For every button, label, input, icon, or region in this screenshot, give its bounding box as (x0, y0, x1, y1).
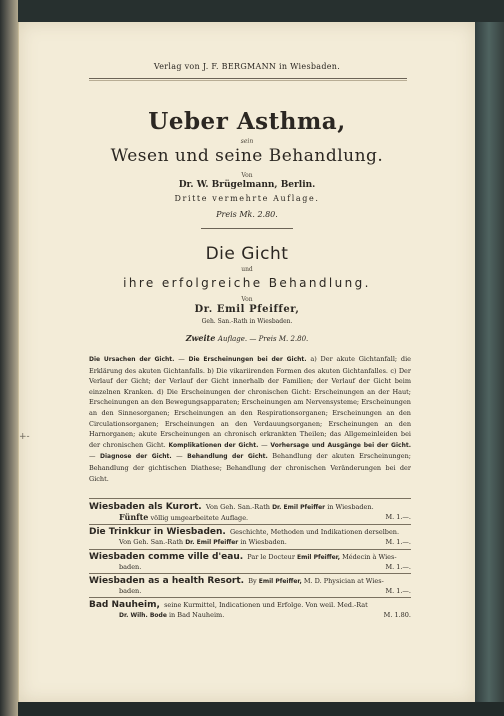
book2-edition-number: Zweite (185, 333, 216, 343)
book-binding (474, 22, 504, 702)
listing-title: Wiesbaden comme ville d'eau. (89, 552, 244, 562)
listing-bad-nauheim (89, 601, 411, 620)
listing-author: Dr. Emil Pfeiffer (185, 538, 239, 546)
listing-text: Geschichte, Methoden und Indikationen derselben. (229, 528, 400, 536)
listing-title: Wiesbaden als Kurort. (89, 502, 202, 512)
contents-heading: Die Erscheinungen bei der Gicht. (188, 356, 307, 363)
listing-price: M. 1.—. (385, 562, 411, 571)
contents-text: — (171, 452, 188, 461)
listing-wiesbaden-kurort (89, 503, 411, 523)
book1-price: Preis Mk. 2.80. (216, 210, 278, 219)
listing-price: M. 1.80. (383, 610, 411, 619)
listing-text-tail: in Wiesbaden. (240, 537, 287, 546)
book2-subtitle: ihre erfolgreiche Behandlung. (123, 276, 371, 290)
publisher-line: Verlag von J. F. BERGMANN in Wiesbaden. (153, 62, 341, 71)
listing-price: M. 1.—. (385, 512, 411, 521)
listing-text-2: baden. (119, 586, 142, 595)
listing-title: Die Trinkkur in Wiesbaden. (89, 527, 226, 537)
listing-separator (89, 524, 411, 525)
listing-separator (89, 573, 411, 574)
contents-heading: Behandlung der Gicht. (187, 453, 268, 461)
scan-top-band (18, 0, 504, 22)
listing-author: Emil Pfeiffer, (258, 578, 302, 585)
listing-text-2: völlig umgearbeitete Auflage. (150, 513, 249, 522)
book-page (18, 22, 475, 702)
listing-title: Wiesbaden as a health Resort. (89, 576, 245, 586)
section-divider (201, 228, 293, 229)
listing-text-tail: M. D. Physician at Wies- (303, 577, 384, 585)
book1-von: Von (241, 172, 253, 179)
listings-rule (89, 498, 411, 499)
listing-text: Par le Docteur (247, 553, 295, 561)
listing-text: By (248, 577, 257, 585)
book2-und: und (241, 266, 253, 273)
listing-edition: Fünfte (119, 511, 149, 522)
listing-price: M. 1.—. (385, 537, 411, 546)
book1-title: Ueber Asthma, (148, 108, 346, 135)
listing-price: M. 1.—. (385, 586, 411, 595)
book2-author: Dr. Emil Pfeiffer, (194, 304, 300, 315)
listing-separator (89, 549, 411, 550)
book1-sein: sein (240, 138, 254, 145)
contents-heading: Die Ursachen der Gicht. (89, 356, 175, 363)
listing-text-tail: in Bad Nauheim. (168, 610, 225, 619)
contents-heading: Diagnose der Gicht. (99, 453, 172, 461)
contents-heading: Komplikationen der Gicht. (168, 441, 259, 449)
book2-edition (19, 333, 475, 343)
header-rule (89, 78, 407, 79)
contents-text: — (258, 440, 271, 449)
listing-text-tail: Médecin à Wies- (342, 553, 397, 561)
book1-author: Dr. W. Brügelmann, Berlin. (178, 180, 316, 190)
scan-bottom-band (18, 702, 504, 716)
contents-text: — (89, 452, 100, 461)
listing-text-2: baden. (119, 562, 142, 571)
listing-text-2: Von Geh. San.-Rath (119, 537, 184, 546)
listing-ville-deau (89, 553, 411, 572)
book1-subtitle: Wesen und seine Behandlung. (110, 146, 384, 166)
book2-contents (89, 354, 411, 484)
listing-health-resort (89, 577, 411, 596)
book2-contents-text (89, 354, 411, 484)
listing-author: Dr. Wilh. Bode (119, 611, 167, 619)
contents-text: Behandlung der akuten Erscheinungen; Behandlung der gichtischen Diathese; Behandlung der chronischen Veränderungen bei der Gicht. (89, 452, 411, 483)
book2-affiliation: Geh. San.-Rath in Wiesbaden. (201, 318, 293, 325)
listing-trinkkur (89, 528, 411, 547)
book2-von: Von (241, 296, 253, 303)
book2-title: Die Gicht (205, 244, 289, 264)
header-rule-thin (89, 80, 407, 81)
listing-text: seine Kurmittel, Indicationen und Erfolge. Von weil. Med.-Rat (164, 601, 368, 609)
listing-author: Emil Pfeiffer, (297, 554, 340, 561)
book2-edition-price: Auflage. — Preis M. 2.80. (217, 335, 309, 343)
listing-title: Bad Nauheim, (89, 600, 160, 610)
contents-heading: Vorhersage und Ausgänge bei der Gicht. (270, 441, 411, 449)
contents-text: a) Der akute Gichtanfall; die Erklärung des akuten Gichtanfalls. b) Die vikariirenden Formen des akuten Gichtanfalles. c) Der Verlauf der Gicht; der Verlauf der Gicht innerhalb der Familien; der Verlauf der Gicht beim einzelnen Kranken. d) Die Erscheinungen der chronischen Gicht: Erscheinungen an der Haut; Erscheinungen an den Bewegungsapparaten; Erscheinungen am Nervensysteme; Erscheinungen an den Sinnesorganen; Erscheinungen an den Respirationsorganen; Erscheinungen an den Circulationsorganen; Erscheinungen an den Verdauungsorganen; Erscheinungen an den Harnorganen; akute Erscheinungen an chronisch erkrankten Theilen; das Allgemeinleiden bei der chronischen Gicht. (89, 355, 411, 449)
listing-author: Dr. Emil Pfeiffer (272, 504, 326, 511)
contents-text: — (174, 355, 189, 363)
listing-separator (89, 597, 411, 598)
book1-edition: Dritte vermehrte Auflage. (174, 194, 320, 203)
listing-text: Von Geh. San.-Rath (205, 503, 270, 511)
listing-text-tail: in Wiesbaden. (327, 503, 374, 511)
pencil-margin-mark: +- (19, 432, 30, 442)
